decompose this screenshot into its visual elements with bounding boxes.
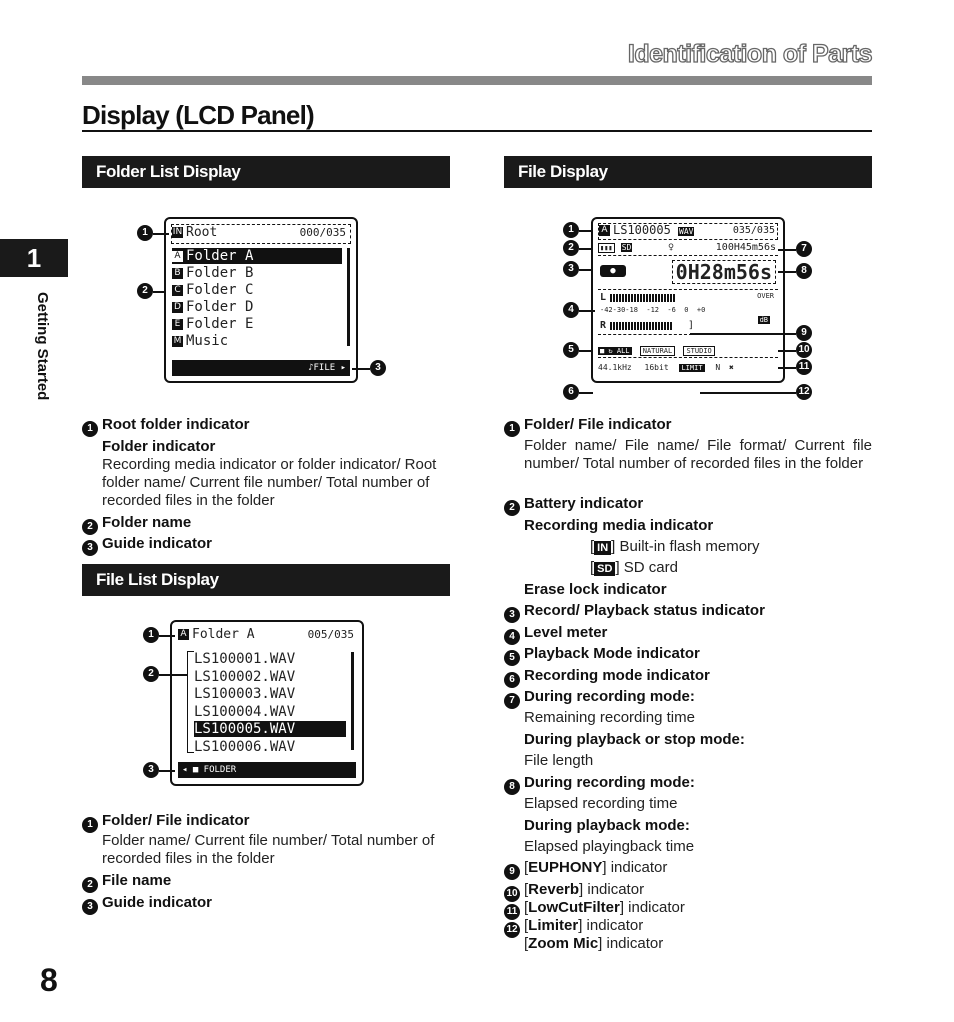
limit-icon: LIMIT (681, 364, 703, 372)
fd-item-8-sub: During playback mode: (524, 817, 690, 834)
guide-text: ♪FILE ▸ (308, 363, 346, 373)
folder-row (172, 333, 342, 349)
fd-counter: 035/035 (732, 225, 775, 236)
file-display-lcd (591, 217, 785, 383)
level-l: L (600, 292, 607, 303)
fl-item-1: 1 Root folder indicator (82, 414, 250, 437)
folder-row (172, 316, 342, 332)
section-title: Identification of Parts (627, 40, 872, 68)
fd-row-1 (598, 223, 778, 240)
file-callout-line-1 (159, 635, 175, 637)
lcd-folder-row (178, 627, 356, 643)
file-callout-1: 1 (143, 627, 159, 643)
fd-callout-1: 1 (563, 222, 579, 238)
sample-rate: 44.1kHz (598, 363, 632, 372)
fd-item-10: 10 [Reverb] indicator (504, 879, 644, 902)
fd-item-7-sub-desc: File length (524, 752, 594, 769)
fl-item-2: 2 Folder name (82, 512, 191, 535)
scrollbar (347, 248, 350, 346)
fd-item-9: 9 [EUPHONY] indicator (504, 857, 667, 880)
file-guide-bar (178, 762, 356, 778)
sd-icon: SD (621, 243, 632, 252)
fd-folder-icon: A (599, 225, 610, 236)
fd-row-6 (598, 361, 778, 375)
fil-item-1-desc: Folder name/ Current file number/ Total number of recorded files in the folder (102, 832, 435, 867)
folder-list-lcd (164, 217, 358, 383)
media-in-icon: IN (172, 227, 183, 237)
fd-item-3: 3 Record/ Playback status indicator (504, 600, 765, 623)
fd-row-2 (598, 241, 778, 256)
folder-name: Folder A (186, 248, 254, 264)
fl-item-1-sub: Folder indicator (102, 438, 216, 455)
folder-row (172, 265, 342, 281)
folder-icon: B (172, 268, 183, 279)
heading-rule (82, 130, 872, 132)
folder-name: Music (186, 333, 229, 349)
fd-item-1: 1 Folder/ File indicator (504, 414, 672, 437)
level-r-bar (610, 322, 672, 330)
folder-name: Folder B (186, 265, 254, 281)
fd-item-12b: [Zoom Mic] indicator (524, 935, 664, 952)
folder-row (172, 299, 342, 315)
fd-item-8: 8 During recording mode: (504, 772, 695, 795)
elapsed-time: 0H28m56s (672, 260, 776, 284)
fd-callout-line-1 (579, 230, 593, 232)
file-guide-text: ◂ ■ FOLDER (182, 765, 237, 775)
lock-icon: ♀ (668, 242, 675, 253)
fd-callout-9: 9 (796, 325, 812, 341)
fd-callout-11: 11 (796, 359, 812, 375)
fd-item-2: 2 Battery indicator (504, 493, 643, 516)
fd-callout-5: 5 (563, 342, 579, 358)
battery-icon: ▮▮▮ (600, 244, 613, 252)
fd-item-6: 6 Recording mode indicator (504, 665, 710, 688)
callout-2: 2 (137, 283, 153, 299)
fd-item-8-sub-desc: Elapsed playingback time (524, 838, 695, 855)
folder-a-icon: A (178, 629, 189, 640)
euphony-bracket: ] (688, 320, 695, 331)
fd-level-meter (598, 289, 778, 335)
folder-row (172, 282, 342, 298)
file-row: LS100006.WAV (194, 738, 296, 755)
callout-bracket-2 (165, 250, 168, 332)
fd-callout-line-12 (700, 392, 796, 394)
fd-callout-line-10 (778, 350, 796, 352)
file-row: LS100005.WAV (194, 721, 346, 737)
callout-3: 3 (370, 360, 386, 376)
db-label: dB (759, 316, 768, 324)
folder-icon: A (172, 251, 183, 262)
callout-line-1 (153, 233, 169, 235)
remaining-time: 100H45m56s (715, 242, 776, 253)
fd-callout-line-11 (778, 367, 796, 369)
fd-item-7: 7 During recording mode: (504, 686, 695, 709)
fl-item-3: 3 Guide indicator (82, 533, 212, 556)
fd-callout-line-5 (579, 350, 593, 352)
fd-item-11: 11 [LowCutFilter] indicator (504, 897, 685, 920)
fd-item-7-sub: During playback or stop mode: (524, 731, 745, 748)
fd-row-3 (598, 259, 778, 285)
fd-callout-7: 7 (796, 241, 812, 257)
fd-row-5 (598, 345, 778, 358)
scrollbar (351, 652, 354, 750)
fil-item-2: 2 File name (82, 870, 171, 893)
file-callout-line-3 (159, 770, 175, 772)
file-row: LS100001.WAV (194, 651, 296, 667)
file-row: LS100004.WAV (194, 703, 296, 720)
file-list-lcd (170, 620, 364, 786)
folder-list-section-title: Folder List Display (82, 156, 450, 188)
fd-item-5: 5 Playback Mode indicator (504, 643, 700, 666)
in-badge: IN (594, 541, 611, 555)
folder-name: Folder C (186, 282, 254, 298)
page-heading: Display (LCD Panel) (82, 100, 314, 130)
chapter-label: Getting Started (34, 292, 51, 401)
file-display-section-title: File Display (504, 156, 872, 188)
fd-callout-4: 4 (563, 302, 579, 318)
file-list-section-title: File List Display (82, 564, 450, 596)
fil-item-3: 3 Guide indicator (82, 892, 212, 915)
bit-depth: 16bit (644, 363, 669, 372)
zoom-mic-icon: ✖ (729, 363, 734, 372)
folder-label: Folder A (192, 627, 255, 642)
lcd-root-row (171, 224, 351, 244)
folder-icon: M (173, 335, 182, 346)
level-scale: -42-30-18 -12 -6 0 +0 (600, 306, 706, 314)
folder-name: Folder D (186, 299, 254, 315)
fd-callout-line-2 (579, 248, 593, 250)
fd-media-builtin: [ IN ] Built-in flash memory (590, 538, 760, 555)
file-callout-bracket-2 (187, 651, 194, 753)
sd-badge: SD (594, 562, 615, 576)
callout-line-3 (352, 368, 370, 370)
callout-line-2 (153, 291, 165, 293)
guide-bar (172, 360, 350, 376)
fd-item-12: 12 [Limiter] indicator (504, 915, 643, 938)
folder-row (172, 248, 342, 264)
fil-item-1: 1 Folder/ File indicator (82, 810, 250, 833)
folder-icon: C (172, 285, 183, 296)
fd-callout-8: 8 (796, 263, 812, 279)
euphony-mode: NATURAL (640, 346, 676, 356)
fl-item-1-desc: Recording media indicator or folder indicator/ Root folder name/ Current file number/ Total number of recorded files in the folder (102, 456, 437, 509)
fd-callout-line-9 (690, 333, 796, 335)
fd-item-2-sub: Recording media indicator (524, 517, 714, 534)
fd-callout-10: 10 (796, 342, 812, 358)
over-label: OVER (757, 292, 774, 300)
reverb-mode: STUDIO (683, 346, 714, 356)
level-r: R (600, 320, 607, 331)
chapter-tab: 1 (0, 239, 68, 277)
fd-callout-line-4 (579, 310, 595, 312)
fd-callout-line-8 (778, 271, 796, 273)
file-callout-3: 3 (143, 762, 159, 778)
fd-callout-12: 12 (796, 384, 812, 400)
fd-callout-2: 2 (563, 240, 579, 256)
folder-icon: D (172, 302, 183, 313)
page-number: 8 (40, 962, 58, 998)
header-bar (82, 76, 872, 85)
fd-item-8-desc: Elapsed recording time (524, 795, 678, 812)
fd-callout-3: 3 (563, 261, 579, 277)
folder-counter: 005/035 (307, 628, 354, 641)
file-callout-2: 2 (143, 666, 159, 682)
fd-callout-6: 6 (563, 384, 579, 400)
file-row: LS100002.WAV (194, 668, 296, 685)
root-label: Root (186, 225, 218, 240)
callout-1: 1 (137, 225, 153, 241)
status-icon: ● (600, 265, 626, 277)
root-counter: 000/035 (299, 226, 346, 239)
fd-file-name: LS100005 (613, 223, 671, 237)
fd-media-sd: [ SD ] SD card (590, 559, 678, 576)
fd-item-7-desc: Remaining recording time (524, 709, 695, 726)
fd-erase-lock: Erase lock indicator (524, 581, 667, 598)
playback-mode: ■ ↻ ALL (600, 347, 630, 355)
file-callout-line-2 (159, 674, 187, 676)
lowcut-icon: N (715, 363, 721, 372)
fd-item-4: 4 Level meter (504, 622, 607, 645)
folder-icon: E (172, 319, 183, 330)
fd-callout-line-3 (579, 269, 593, 271)
fd-callout-line-6 (579, 392, 593, 394)
fd-item-1-desc: Folder name/ File name/ File format/ Current file number/ Total number of recorded files in the folder (524, 437, 872, 472)
fd-format: WAV (679, 227, 694, 236)
fd-callout-line-7 (778, 249, 796, 251)
level-l-bar (610, 294, 676, 302)
folder-name: Folder E (186, 316, 254, 332)
file-row: LS100003.WAV (194, 686, 296, 702)
